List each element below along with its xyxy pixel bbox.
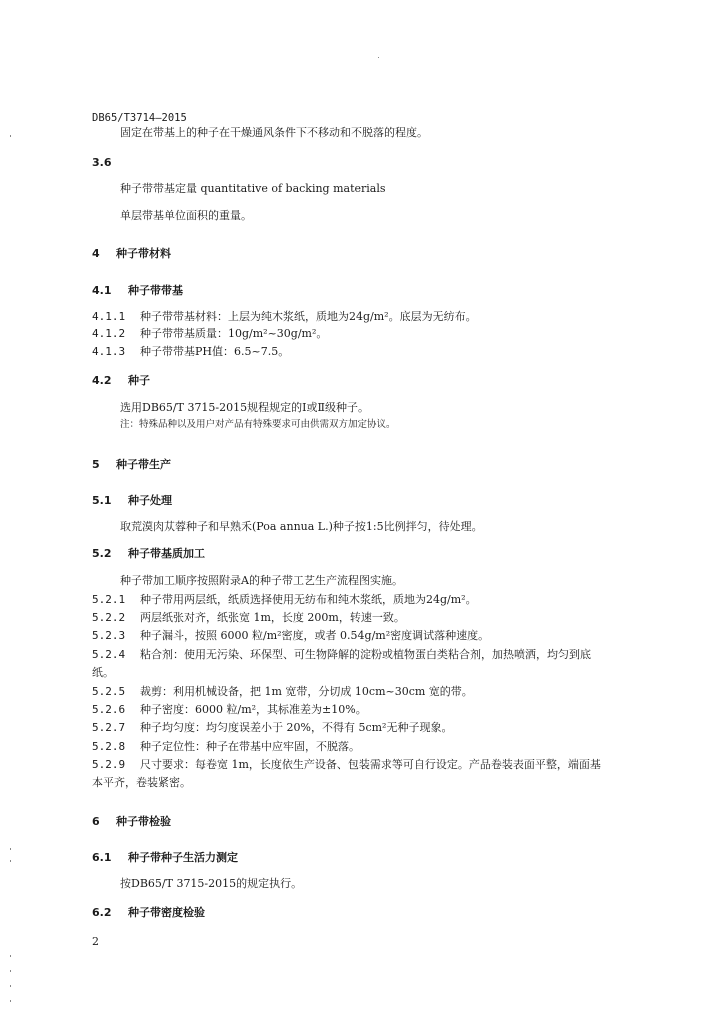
clause-5-2-3-text: 种子漏斗，按照 6000 粒/m²密度，或者 0.54g/m²密度调试落种速度。 xyxy=(140,629,490,642)
clause-5-2-9-number: 5.2.9 xyxy=(92,758,126,771)
clause-5-2-4-continuation: 纸。 xyxy=(92,666,114,679)
section-6-2-title: 种子带密度检验 xyxy=(128,906,205,919)
scan-speck xyxy=(10,970,11,972)
clause-5-2-3-number: 5.2.3 xyxy=(92,629,126,642)
clause-5-2-8-text: 种子定位性：种子在带基中应牢固，不脱落。 xyxy=(140,740,360,753)
section-5-1-title: 种子处理 xyxy=(128,494,172,507)
clause-4-1-3-text: 种子带带基PH值：6.5~7.5。 xyxy=(140,345,290,358)
section-5-1-number: 5.1 xyxy=(92,494,112,507)
clause-5-2-9-text: 尺寸要求：每卷宽 1m，长度依生产设备、包装需求等可自行设定。产品卷装表面平整，端面基 xyxy=(140,758,601,771)
clause-4-1-2-text: 种子带带基质量：10g/m²~30g/m²。 xyxy=(140,327,328,340)
clause-5-2-2-number: 5.2.2 xyxy=(92,611,126,624)
section-3-6-number: 3.6 xyxy=(92,156,112,169)
paragraph-5-2-intro: 种子带加工顺序按照附录A的种子带工艺生产流程图实施。 xyxy=(120,574,403,587)
clause-4-1-2-number: 4.1.2 xyxy=(92,327,126,340)
section-4-number: 4 xyxy=(92,247,100,260)
section-6-title: 种子带检验 xyxy=(116,815,171,828)
clause-5-2-6-number: 5.2.6 xyxy=(92,703,126,716)
scan-speck xyxy=(10,955,11,957)
clause-5-2-4-number: 5.2.4 xyxy=(92,648,126,661)
clause-5-2-2-text: 两层纸张对齐，纸张宽 1m，长度 200m，转速一致。 xyxy=(140,611,405,624)
section-6-1-number: 6.1 xyxy=(92,851,112,864)
page-number: 2 xyxy=(92,935,99,948)
clause-4-1-1-number: 4.1.1 xyxy=(92,310,126,323)
clause-5-2-5-text: 裁剪：利用机械设备，把 1m 宽带，分切成 10cm~30cm 宽的带。 xyxy=(140,685,473,698)
scan-speck xyxy=(10,985,11,987)
term-3-6: 种子带带基定量 quantitative of backing materials xyxy=(120,182,386,195)
clause-4-1-3-number: 4.1.3 xyxy=(92,345,126,358)
paragraph-4-2-body: 选用DB65/T 3715-2015规程规定的Ⅰ或Ⅱ级种子。 xyxy=(120,401,369,414)
section-5-2-title: 种子带基质加工 xyxy=(128,547,205,560)
clause-5-2-8-number: 5.2.8 xyxy=(92,740,126,753)
section-6-number: 6 xyxy=(92,815,100,828)
scan-speck xyxy=(10,1000,11,1002)
paragraph-5-1-body: 取荒漠肉苁蓉种子和早熟禾(Poa annua L.)种子按1:5比例拌匀，待处理。 xyxy=(120,520,483,533)
section-6-1-title: 种子带种子生活力测定 xyxy=(128,851,238,864)
section-6-2-number: 6.2 xyxy=(92,906,112,919)
clause-4-1-1-text: 种子带带基材料：上层为纯木浆纸，质地为24g/m²。底层为无纺布。 xyxy=(140,310,477,323)
clause-5-2-1-number: 5.2.1 xyxy=(92,593,126,606)
clause-5-2-5-number: 5.2.5 xyxy=(92,685,126,698)
section-4-2-number: 4.2 xyxy=(92,374,112,387)
section-5-number: 5 xyxy=(92,458,100,471)
scan-speck xyxy=(10,860,11,862)
clause-5-2-7-number: 5.2.7 xyxy=(92,721,126,734)
scan-speck xyxy=(10,848,11,850)
paragraph-3-5-body: 固定在带基上的种子在干燥通风条件下不移动和不脱落的程度。 xyxy=(120,126,428,139)
section-5-2-number: 5.2 xyxy=(92,547,112,560)
section-4-1-title: 种子带带基 xyxy=(128,284,183,297)
clause-5-2-4-text: 粘合剂：使用无污染、环保型、可生物降解的淀粉或植物蛋白类粘合剂，加热喷洒，均匀到底 xyxy=(140,648,591,661)
clause-5-2-1-text: 种子带用两层纸，纸质选择使用无纺布和纯木浆纸，质地为24g/m²。 xyxy=(140,593,477,606)
document-code: DB65/T3714—2015 xyxy=(92,112,187,124)
definition-3-6: 单层带基单位面积的重量。 xyxy=(120,209,252,222)
scan-speck xyxy=(378,57,379,58)
scan-speck xyxy=(10,135,11,137)
section-5-title: 种子带生产 xyxy=(116,458,171,471)
clause-5-2-9-continuation: 本平齐，卷装紧密。 xyxy=(92,776,191,789)
note-4-2: 注：特殊品种以及用户对产品有特殊要求可由供需双方加定协议。 xyxy=(120,419,396,430)
section-4-title: 种子带材料 xyxy=(116,247,171,260)
paragraph-6-1-body: 按DB65/T 3715-2015的规定执行。 xyxy=(120,877,303,890)
section-4-2-title: 种子 xyxy=(128,374,150,387)
clause-5-2-7-text: 种子均匀度：均匀度误差小于 20%，不得有 5cm²无种子现象。 xyxy=(140,721,453,734)
clause-5-2-6-text: 种子密度：6000 粒/m²，其标准差为±10%。 xyxy=(140,703,367,716)
section-4-1-number: 4.1 xyxy=(92,284,112,297)
